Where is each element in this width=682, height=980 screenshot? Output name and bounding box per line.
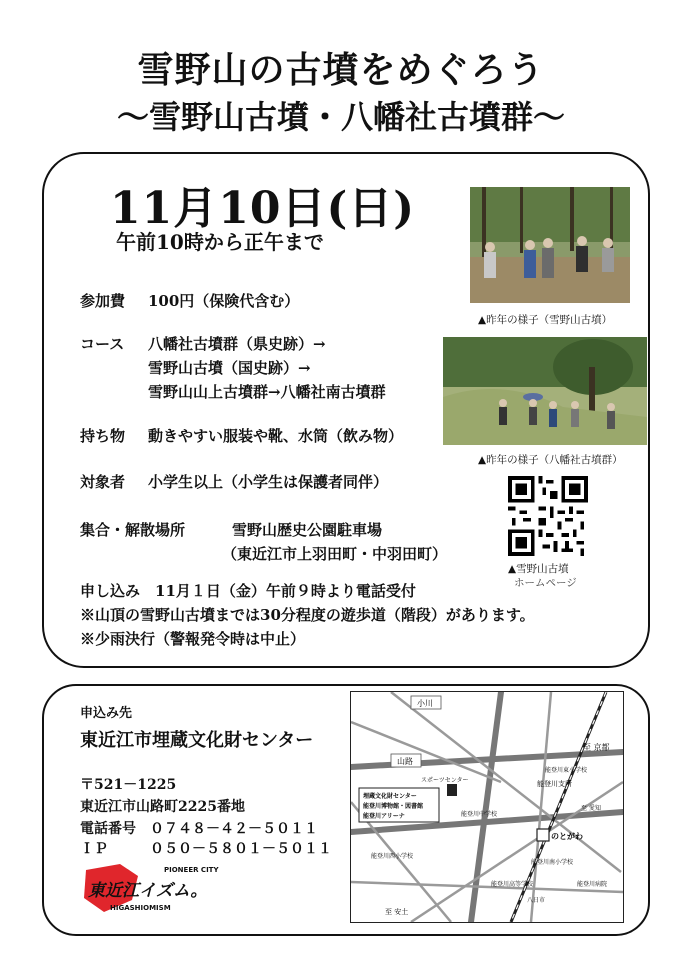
meeting-sub: （東近江市上羽田町・中羽田町）: [222, 545, 448, 563]
map-label-south-es: 能登川南小学校: [531, 859, 574, 866]
logo-sub-text: HIGASHIOMISM: [110, 904, 171, 912]
page-subtitle: ～雪野山古墳・八幡社古墳群～: [116, 98, 565, 136]
note-rain: ※少雨決行（警報発令時は中止）: [80, 630, 306, 648]
phone-value: ０７４８－４２－５０１１: [150, 821, 318, 837]
contact-postal: 〒521－1225: [80, 777, 177, 793]
note-stairs: ※山頂の雪野山古墳までは30分程度の遊歩道（階段）があります。: [80, 606, 535, 624]
apply-line: 申し込み 11月１日（金）午前９時より電話受付: [80, 582, 416, 600]
course-line-2: 雪野山古墳（国史跡）→: [148, 359, 311, 377]
map-center-line3: 能登川アリーナ: [363, 813, 405, 820]
items-label: 持ち物: [80, 427, 126, 445]
logo-top-text: PIONEER CITY: [164, 866, 219, 874]
ip-label: ＩＰ: [80, 841, 108, 857]
event-time: 午前10時から正午まで: [116, 230, 324, 254]
contact-org: 東近江市埋蔵文化財センター: [80, 730, 314, 751]
fee-label: 参加費: [80, 292, 126, 310]
map-label-sports: スポーツセンター: [421, 777, 469, 784]
map-label-east-es: 能登川東小学校: [545, 767, 588, 774]
qr-code[interactable]: [508, 476, 588, 556]
map-label-hs: 能登川高等学校: [491, 881, 534, 888]
map-label-to-azuchi: 至 安土: [385, 908, 409, 916]
map-label-west-es: 能登川西小学校: [371, 853, 414, 860]
phone-label: 電話番号: [80, 821, 136, 837]
map-label-to-kyoto: 至 京都: [583, 743, 610, 752]
ip-value: ０５０－５８０１－５０１１: [150, 841, 332, 857]
items-value: 動きやすい服装や靴、水筒（飲み物）: [148, 427, 404, 445]
logo-main-text: 東近江イズム。: [88, 881, 208, 901]
map-label-station: のとがわ: [551, 832, 583, 841]
qr-caption-line2: ホームページ: [514, 577, 577, 589]
course-line-3: 雪野山山上古墳群→八幡社南古墳群: [148, 383, 386, 401]
contact-address: 東近江市山路町2225番地: [80, 799, 245, 815]
map-label-js: 能登川中学校: [461, 811, 498, 818]
course-line-1: 八幡社古墳群（県史跡）→: [148, 335, 326, 353]
map-center-line1: 埋蔵文化財センター: [363, 793, 417, 800]
photo2-caption: ▲昨年の様子（八幡社古墳群）: [478, 454, 623, 466]
page-title: 雪野山の古墳をめぐろう: [137, 50, 545, 91]
target-label: 対象者: [80, 473, 126, 491]
fee-value: 100円（保険代含む）: [148, 292, 300, 310]
map-label-to-aichi: 至 愛知: [581, 805, 601, 812]
target-value: 小学生以上（小学生は保護者同伴）: [148, 473, 389, 491]
map-label-yamaji: 山路: [397, 757, 413, 766]
meeting-label: 集合・解散場所: [80, 521, 186, 539]
access-map: [350, 691, 624, 923]
map-label-yokaichi: 八日市: [527, 897, 546, 904]
photo1-caption: ▲昨年の様子（雪野山古墳）: [478, 314, 613, 326]
map-label-ogawa: 小川: [417, 699, 433, 708]
qr-caption-line1: ▲雪野山古墳: [508, 563, 569, 575]
course-label: コース: [80, 335, 125, 353]
map-label-hospital: 能登川病院: [577, 881, 608, 888]
event-date: 11月10日(日): [110, 183, 416, 234]
higashiomi-logo: [80, 860, 240, 918]
map-center-line2: 能登川博物館・図書館: [363, 803, 424, 810]
meeting-value: 雪野山歴史公園駐車場: [232, 521, 383, 539]
photo-hachimansha-kofun: [443, 337, 647, 445]
photo-yukinoyama-kofun: [470, 187, 630, 303]
contact-heading: 申込み先: [80, 706, 133, 721]
map-label-shisho: 能登川支所: [537, 780, 572, 788]
